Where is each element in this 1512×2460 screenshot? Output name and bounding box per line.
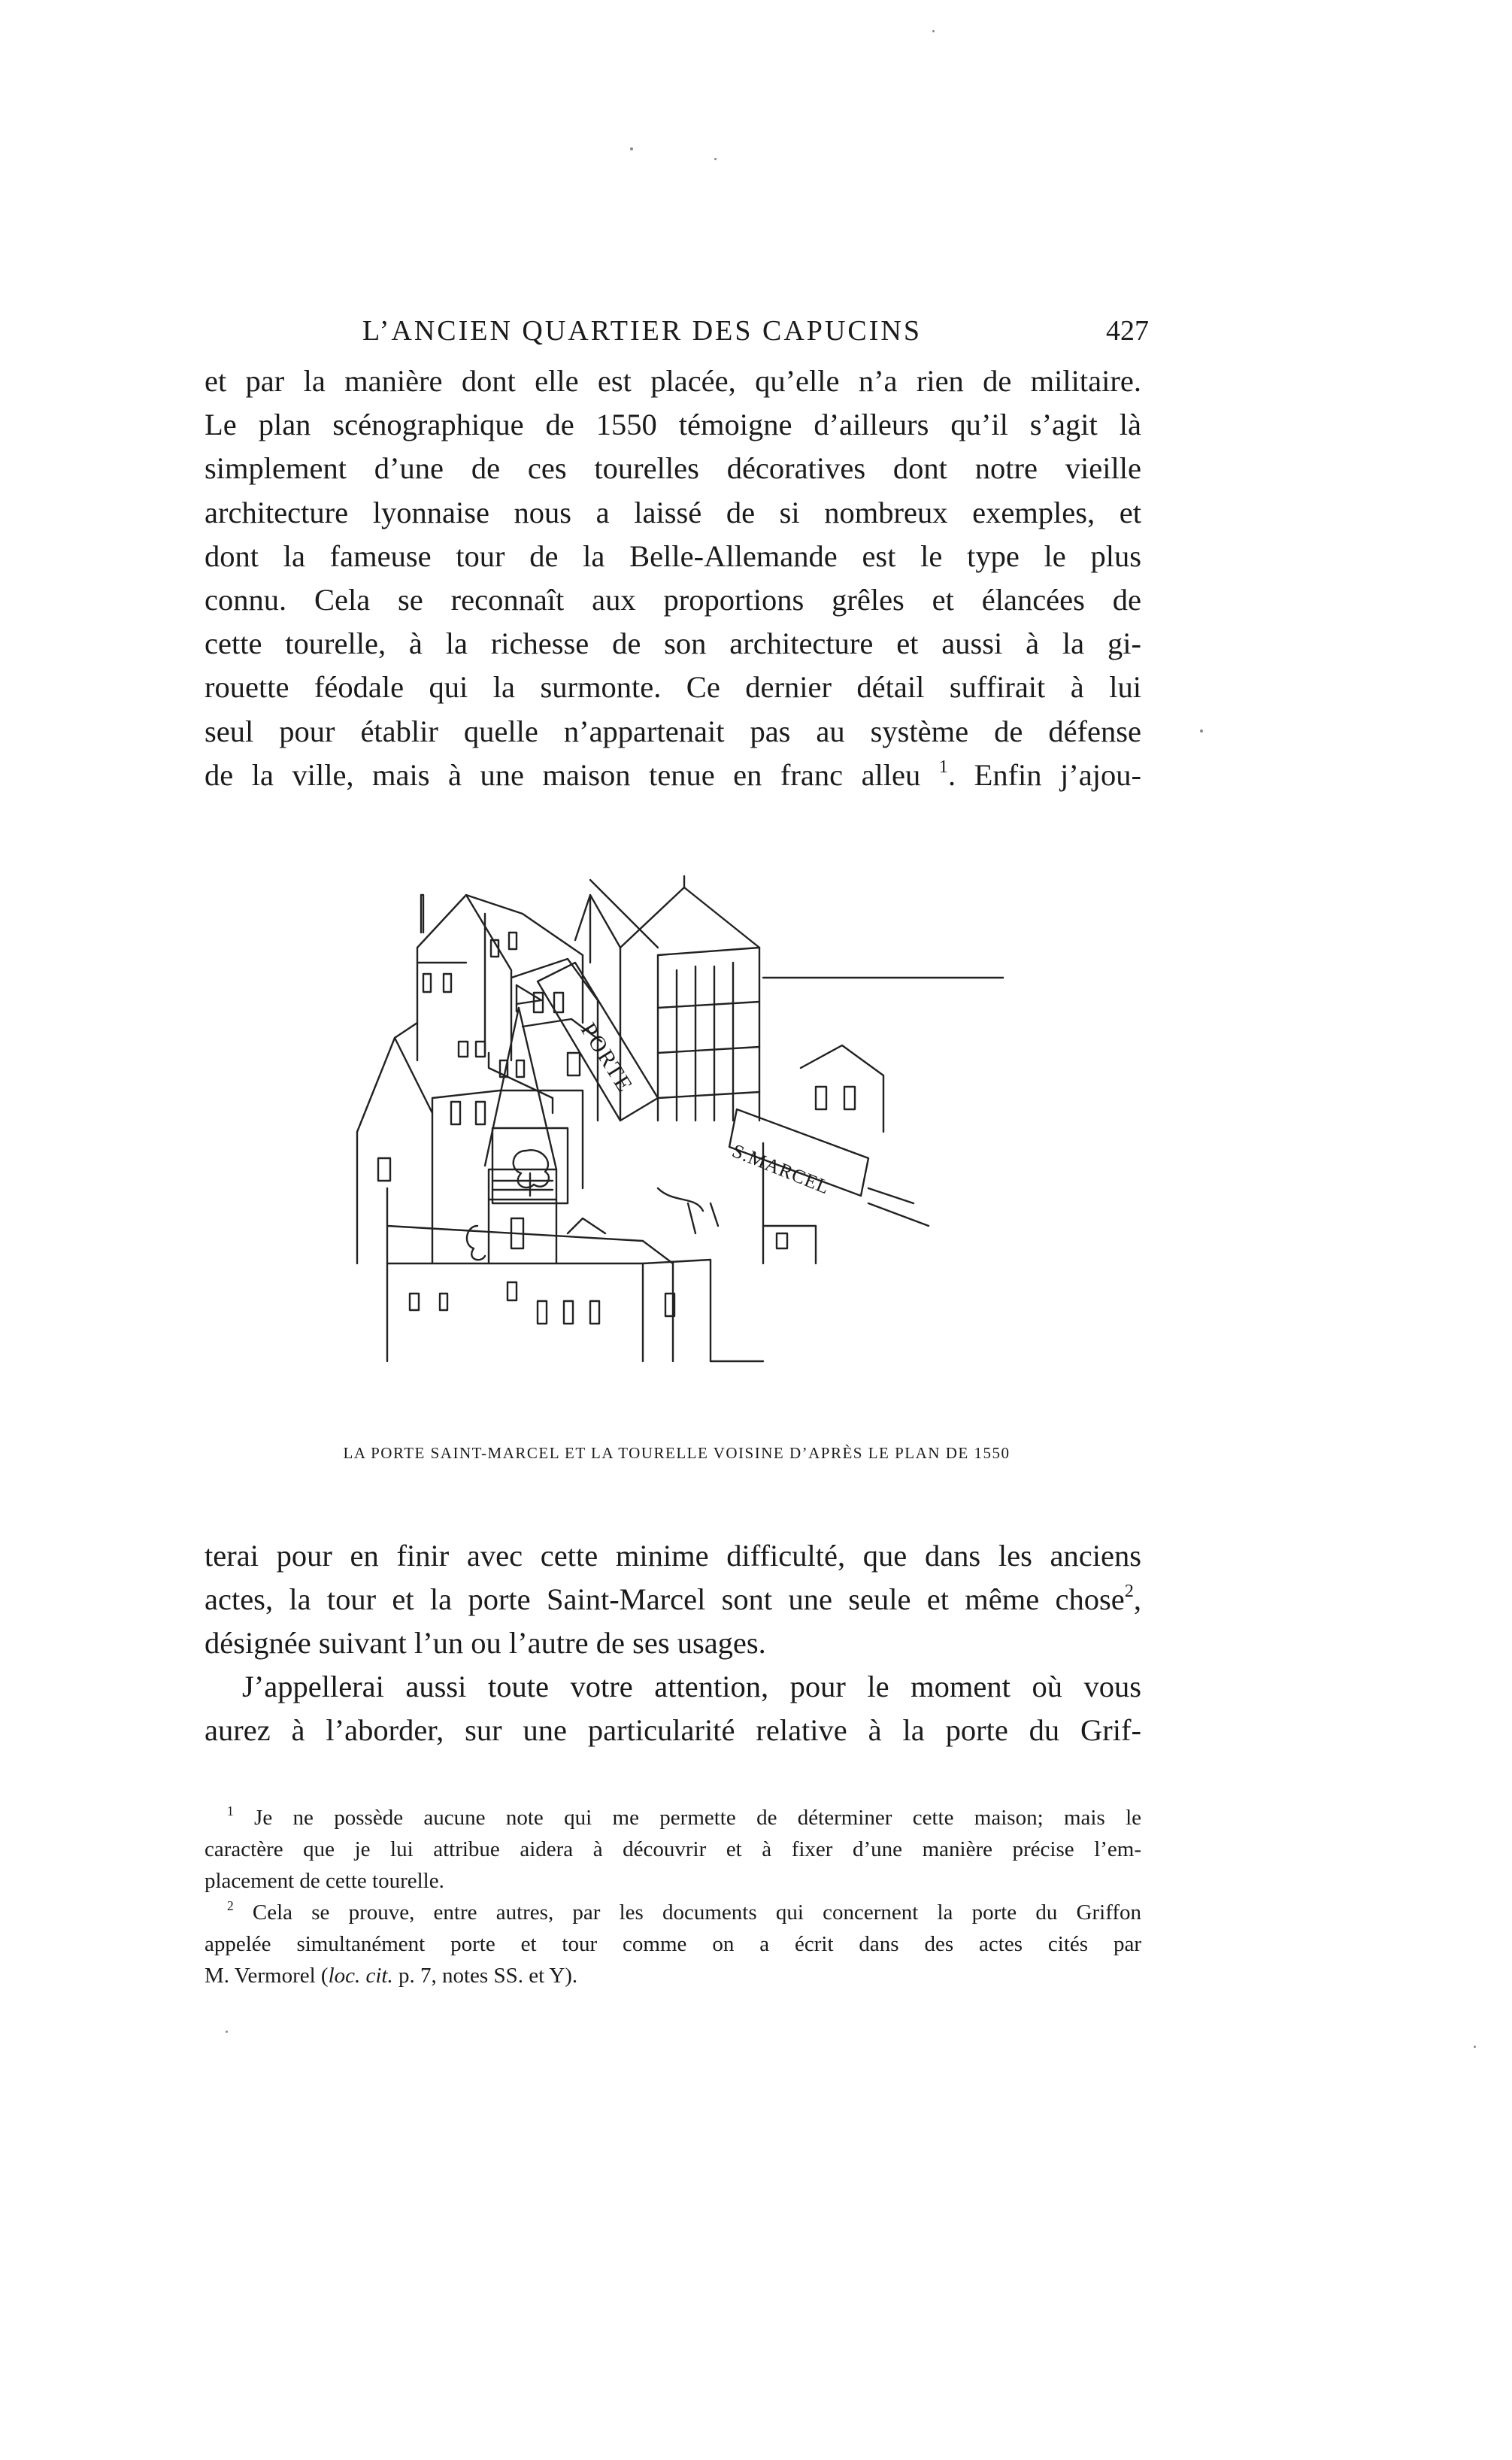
running-title: L’ANCIEN QUARTIER DES CAPUCINS [362, 315, 922, 347]
text-fragment: Cela se prouve, entre autres, par les documents qui concernent la porte du Griffon [252, 1900, 1142, 1925]
paragraph-1 [205, 359, 1141, 797]
scan-speck [714, 158, 717, 160]
text-fragment: de la ville, mais à une maison tenue en franc alleu [205, 757, 921, 792]
text-fragment: actes, la tour et la porte Saint-Marcel sont une seule et même chose [205, 1582, 1125, 1617]
footnote-2 [205, 1897, 1141, 1991]
text-line: J’appellerai aussi toute votre attention, pour le moment où vous [242, 1670, 1141, 1703]
footnote-ref-2: 2 [1124, 1581, 1134, 1602]
text-line: connu. Cela se reconnaît aux proportions grêles et élancées de [205, 583, 1141, 617]
text-line: et par la manière dont elle est placée, qu’elle n’a rien de militaire. [205, 364, 1141, 398]
text-line: simplement d’une de ces tourelles décoratives dont notre vieille [205, 451, 1141, 486]
figure-label-porte: PORTE [575, 1018, 638, 1098]
text-line: dont la fameuse tour de la Belle-Allemande est le type le plus [205, 538, 1141, 573]
footnote-marker: 1 [227, 1803, 234, 1818]
page-header [201, 314, 1149, 353]
footnote-ref-1: 1 [938, 756, 948, 777]
scan-speck [630, 147, 633, 150]
footnote-1 [205, 1802, 1141, 1897]
text-line: désignée suivant l’un ou l’autre de ses usages. [205, 1626, 766, 1661]
scan-speck [1474, 2046, 1476, 2048]
scan-speck [932, 30, 935, 32]
page-number: 427 [1106, 315, 1149, 347]
footnote-line: placement de cette tourelle. [205, 1869, 444, 1893]
text-line [205, 1578, 1141, 1621]
footnote-line [205, 1897, 1141, 1928]
text-line: rouette féodale qui la surmonte. Ce dernier détail suffirait à lui [205, 670, 1141, 705]
footnote-line [205, 1802, 1141, 1834]
figure-illustration [342, 872, 1004, 1429]
footnote-marker: 2 [227, 1897, 234, 1913]
paragraph-2 [205, 1534, 1141, 1666]
footnote-line: caractère que je lui attribue aidera à découvrir et à fixer d’une manière précise l’em- [205, 1837, 1141, 1861]
text-line: architecture lyonnaise nous a laissé de si nombreux exemples, et [205, 495, 1141, 529]
text-line: Le plan scénographique de 1550 témoigne d’ailleurs qu’il s’agit là [205, 408, 1141, 442]
text-fragment: Je ne possède aucune note qui me permette de déterminer cette maison; mais le [254, 1806, 1142, 1830]
text-fragment: p. 7, notes SS. et Y). [392, 1964, 578, 1988]
text-line: terai pour en finir avec cette minime difficulté, que dans les anciens [205, 1539, 1141, 1573]
text-fragment: M. Vermorel ( [205, 1964, 329, 1988]
text-line: seul pour établir quelle n’appartenait pas au système de défense [205, 714, 1141, 748]
text-line: aurez à l’aborder, sur une particularité relative à la porte du Grif- [205, 1713, 1141, 1748]
footnote-line [205, 1960, 1141, 1991]
text-fragment: , [1133, 1582, 1141, 1617]
figure-label-saint-marcel: S.MARCEL [729, 1139, 833, 1199]
text-fragment: . Enfin j’ajou- [947, 757, 1142, 792]
text-fragment-italic: loc. cit. [328, 1964, 393, 1988]
scan-speck [226, 2031, 228, 2033]
footnote-line: appelée simultanément porte et tour comme on a écrit dans des actes cités par [205, 1932, 1141, 1956]
figure-caption: LA PORTE SAINT-MARCEL ET LA TOURELLE VOISINE D’APRÈS LE PLAN DE 1550 [343, 1444, 1011, 1462]
porte-saint-marcel-engraving [342, 872, 1004, 1429]
paragraph-3 [205, 1665, 1141, 1752]
text-line: cette tourelle, à la richesse de son architecture et aussi à la gi- [205, 626, 1141, 661]
scan-speck [1200, 730, 1203, 733]
text-line [205, 754, 1141, 797]
